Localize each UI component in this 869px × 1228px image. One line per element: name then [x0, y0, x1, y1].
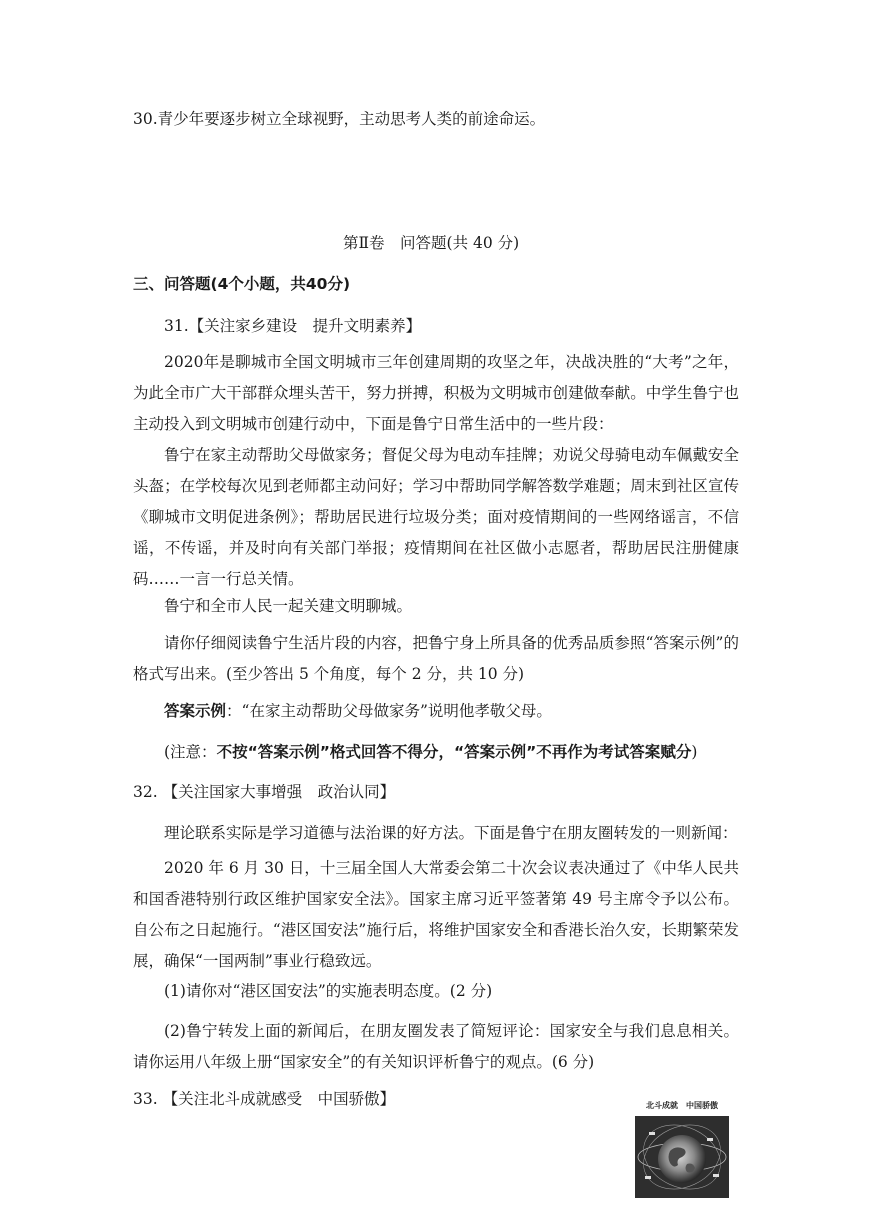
- question-32-sub-1: (1)请你对“港区国安法”的实施表明态度。(2 分): [164, 982, 493, 1000]
- section-3-heading: 三、问答题(4个小题，共40分): [133, 275, 351, 293]
- answer-note-open: (注意：: [164, 743, 217, 761]
- question-31-paragraph-3: 鲁宁和全市人民一起关建文明聊城。: [164, 597, 413, 615]
- question-31-paragraph-4: 请你仔细阅读鲁宁生活片段的内容，把鲁宁身上所具备的优秀品质参照“答案示例”的格式写出来。(至少答出 5 个角度，每个 2 分，共 10 分): [133, 634, 739, 683]
- question-32-title: 32. 【关注国家大事增强 政治认同】: [133, 783, 396, 801]
- beidou-figure: [632, 1100, 732, 1200]
- question-31-paragraph-2: 鲁宁在家主动帮助父母做家务；督促父母为电动车挂牌；劝说父母骑电动车佩戴安全头盔；在学校每次见到老师都主动问好；学习中帮助同学解答数学难题；周末到社区宣传《聊城市文明促进条例》；帮助居民进行垃圾分类；面对疫情期间的一些网络谣言，不信谣，不传谣，并及时向有关部门举报；疫情期间在社区做小志愿者，帮助居民注册健康码……一言一行总关情。: [133, 446, 739, 588]
- answer-example-text: ：“在家主动帮助父母做家务”说明他孝敬父母。: [226, 702, 552, 720]
- globe-satellite-image: [635, 1116, 729, 1198]
- answer-note-close: ): [691, 743, 698, 761]
- answer-example-label: 答案示例: [164, 702, 227, 720]
- question-30: 30.青少年要逐步树立全球视野，主动思考人类的前途命运。: [133, 110, 546, 128]
- answer-example: [164, 699, 552, 721]
- section-2-heading: 第Ⅱ卷 问答题(共 40 分): [343, 234, 520, 252]
- answer-note: [164, 740, 697, 762]
- question-32-sub-2: (2)鲁宁转发上面的新闻后，在朋友圈发表了简短评论：国家安全与我们息息相关。请你运用八年级上册“国家安全”的有关知识评析鲁宁的观点。(6 分): [133, 1022, 739, 1071]
- question-31-title: 31.【关注家乡建设 提升文明素养】: [164, 317, 422, 335]
- answer-note-bold: 不按“答案示例”格式回答不得分，“答案示例”不再作为考试答案赋分: [216, 743, 692, 761]
- question-32-paragraph-2: 2020 年 6 月 30 日，十三届全国人大常委会第二十次会议表决通过了《中华人民共和国香港特别行政区维护国家安全法》。国家主席习近平签著第 49 号主席令予以公布。自公布之日起施行。“港区国安法”施行后，将维护国家安全和香港长治久安，长期繁荣发展，确保“一国两制”事业行稳致远。: [133, 859, 739, 970]
- beidou-figure-caption: 北斗成就 中国骄傲: [646, 1101, 718, 1110]
- question-32-paragraph-1: 理论联系实际是学习道德与法治课的好方法。下面是鲁宁在朋友圈转发的一则新闻：: [164, 824, 738, 842]
- question-31-paragraph-1: 2020年是聊城市全国文明城市三年创建周期的攻坚之年，决战决胜的“大考”之年，为此全市广大干部群众埋头苦干，努力拼搏，积极为文明城市创建做奉献。中学生鲁宁也主动投入到文明城市创建行动中，下面是鲁宁日常生活中的一些片段：: [133, 353, 739, 433]
- question-33-title: 33. 【关注北斗成就感受 中国骄傲】: [133, 1090, 396, 1108]
